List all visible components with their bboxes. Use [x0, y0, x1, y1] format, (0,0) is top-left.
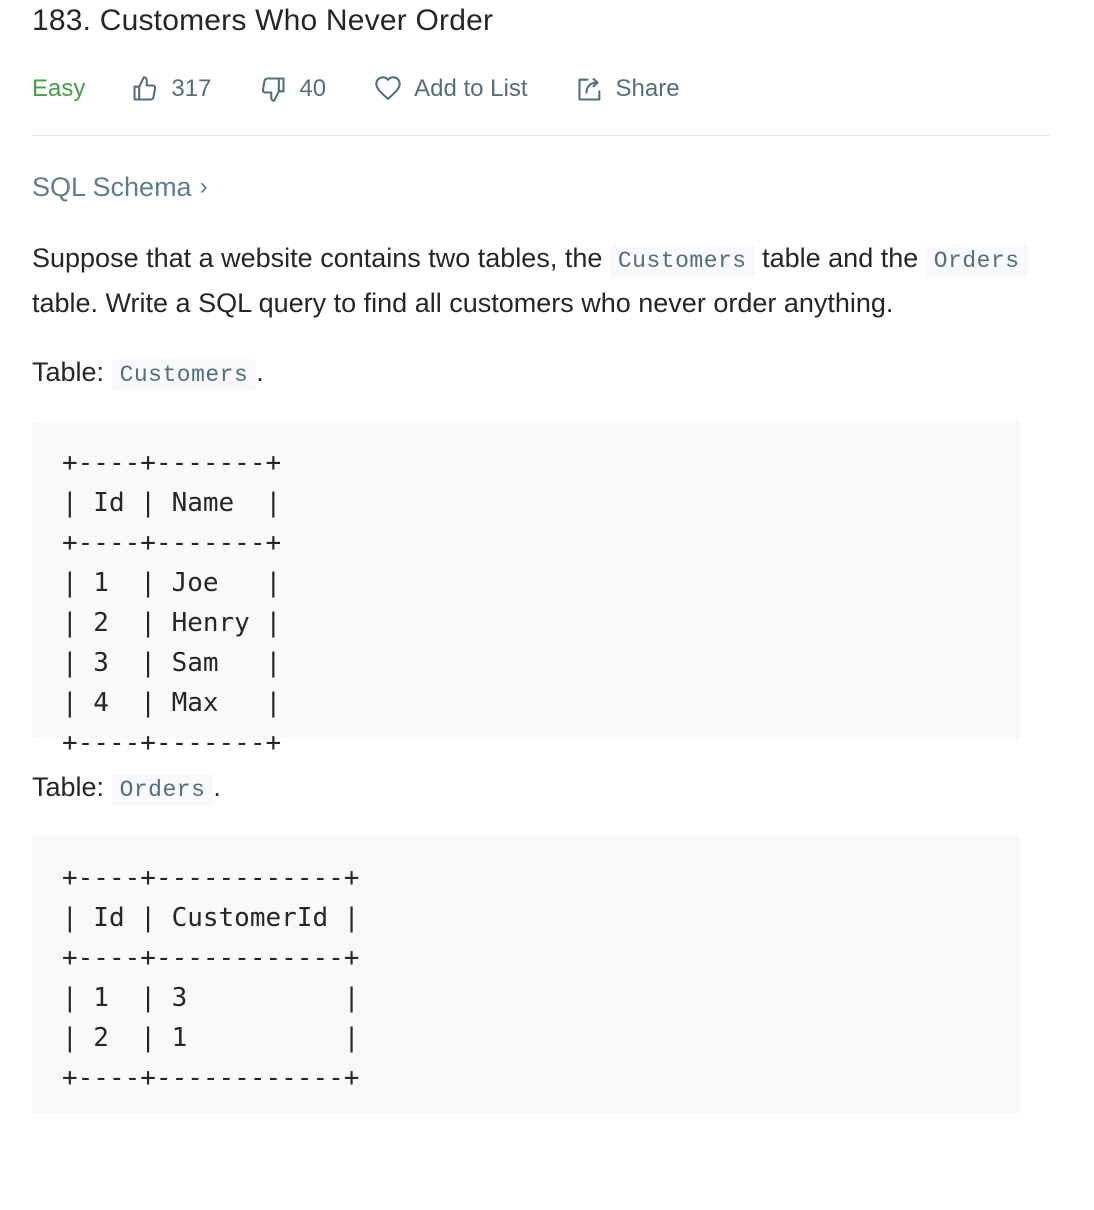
problem-title: 183. Customers Who Never Order — [32, 4, 494, 37]
dislike-button[interactable] — [259, 75, 326, 103]
orders-table-name: Orders — [112, 774, 214, 806]
orders-label-prefix: Table: — [32, 772, 112, 802]
like-button[interactable] — [131, 75, 211, 103]
customers-table-name: Customers — [112, 359, 257, 391]
problem-description — [32, 237, 1050, 324]
thumbs-down-icon — [259, 75, 287, 103]
header-divider — [32, 135, 1050, 136]
difficulty-badge: Easy — [32, 75, 86, 102]
orders-inline-code: Orders — [926, 245, 1028, 277]
dislike-count: 40 — [299, 75, 327, 102]
share-button[interactable] — [576, 75, 680, 103]
description-text-1: Suppose that a website contains two tables, the — [32, 243, 610, 273]
orders-label-suffix: . — [213, 772, 221, 802]
add-to-list-button[interactable] — [374, 75, 527, 103]
customers-label-prefix: Table: — [32, 357, 112, 387]
add-to-list-label: Add to List — [414, 75, 528, 102]
customers-table-label — [32, 351, 1050, 396]
description-text-2: table and the — [754, 243, 926, 273]
problem-panel — [32, 0, 1050, 1114]
customers-label-suffix: . — [256, 357, 264, 387]
like-count: 317 — [171, 75, 212, 102]
problem-meta-row — [32, 65, 1050, 113]
customers-table-ascii: +----+-------+ | Id | Name | +----+-------+ | 1 | Joe | | 2 | Henry | | 3 | Sam | | 4 | Max | +----+-------+ — [32, 421, 1020, 739]
share-label: Share — [615, 75, 680, 102]
sql-schema-label: SQL Schema — [32, 172, 192, 202]
orders-table-label — [32, 766, 1050, 811]
thumbs-up-icon — [131, 75, 159, 103]
chevron-right-icon: › — [199, 173, 208, 200]
orders-table-ascii: +----+------------+ | Id | CustomerId | +----+------------+ | 1 | 3 | | 2 | 1 | +----+------------+ — [32, 836, 1020, 1114]
sql-schema-link[interactable] — [32, 170, 208, 204]
heart-icon — [374, 75, 402, 103]
customers-inline-code: Customers — [610, 245, 755, 277]
share-icon — [576, 75, 604, 103]
description-text-3: table. Write a SQL query to find all customers who never order anything. — [32, 288, 894, 318]
